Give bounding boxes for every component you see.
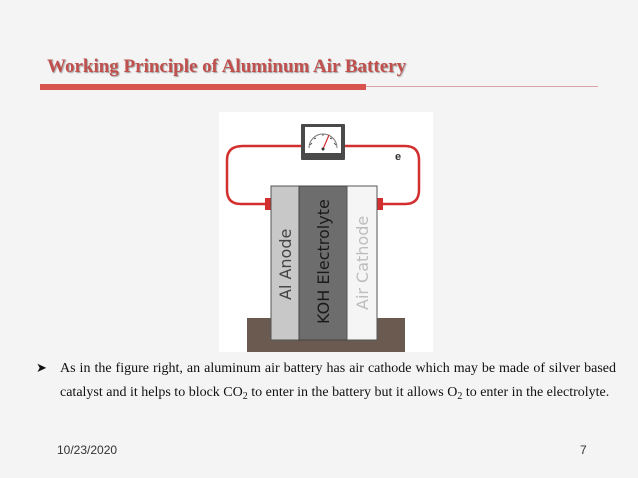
battery-diagram	[219, 112, 433, 352]
bullet-point	[36, 357, 616, 405]
title-underline-thin	[366, 86, 598, 87]
o2-subscript: 2	[457, 391, 463, 402]
bullet-text	[60, 357, 616, 405]
voltmeter-icon	[301, 124, 345, 160]
bullet-text-part1: As in the figure right, an aluminum air battery has air cathode which may be made of silver based catalyst and it helps to block CO	[60, 361, 616, 400]
battery-figure	[219, 112, 433, 352]
co2-subscript: 2	[242, 391, 248, 402]
electron-label: e	[395, 151, 402, 163]
bullet-text-part3: to enter in the electrolyte.	[462, 385, 610, 400]
footer-page-number: 7	[580, 443, 587, 457]
slide-title: Working Principle of Aluminum Air Battery	[47, 56, 407, 77]
footer-date: 10/23/2020	[57, 443, 118, 457]
cathode-label: Air Cathode	[353, 215, 372, 310]
anode-label: Al Anode	[276, 228, 295, 300]
bullet-text-part2: to enter in the battery but it allows O	[247, 385, 458, 400]
title-underline-thick	[40, 84, 366, 90]
arrow-bullet-icon: ➤	[36, 361, 47, 376]
electrolyte-label: KOH Electrolyte	[314, 199, 333, 324]
